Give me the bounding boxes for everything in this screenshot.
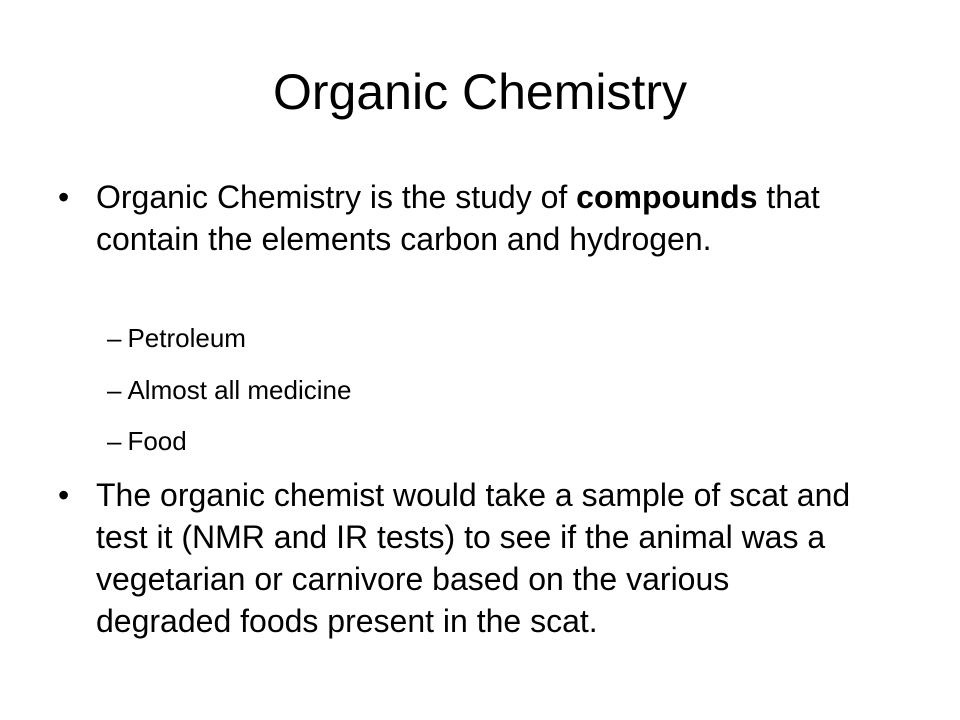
bullet-text-start: Organic Chemistry is the study of — [96, 179, 577, 215]
bullet-marker: • — [58, 477, 70, 513]
bullet-item-scat-test — [58, 474, 856, 642]
sub-item-label: Food — [127, 426, 187, 456]
sub-item-petroleum — [107, 321, 246, 355]
bullet-item-definition — [58, 176, 836, 260]
sub-item-label: Almost all medicine — [127, 375, 352, 405]
sub-item-marker: – — [107, 375, 122, 405]
sub-item-food — [107, 424, 187, 458]
bullet-text: The organic chemist would take a sample of scat and test it (NMR and IR tests) to see if the animal was a vegetarian or carnivore based on the various degraded foods present in the scat. — [96, 477, 851, 639]
sub-item-marker: – — [107, 323, 122, 353]
sub-item-label: Petroleum — [127, 323, 246, 353]
bullet-text-end: that contain the elements carbon and hydrogen. — [96, 179, 820, 257]
bullet-text-bold: compounds — [576, 179, 758, 215]
bullet-marker: • — [58, 179, 70, 215]
slide-title: Organic Chemistry — [273, 64, 687, 120]
sub-item-medicine — [107, 373, 351, 407]
sub-item-marker: – — [107, 426, 122, 456]
